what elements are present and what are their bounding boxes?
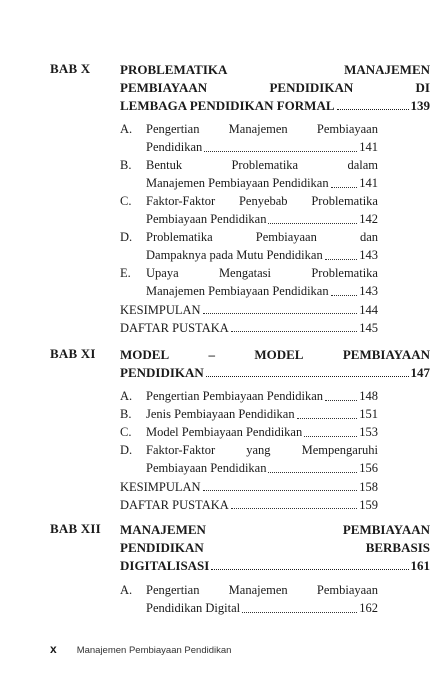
bab-xii-entries bbox=[120, 581, 378, 617]
chapter-title: MODEL – MODEL PEMBIAYAAN PENDIDIKAN 147 bbox=[120, 347, 430, 380]
bab-xi-entries bbox=[120, 387, 378, 513]
entry-page-number: 153 bbox=[359, 425, 378, 439]
entry-page-number: 141 bbox=[359, 176, 378, 190]
toc-entry[interactable]: B. Jenis Pembiayaan Pendidikan 151 bbox=[120, 407, 378, 421]
toc-entry[interactable]: B. Bentuk Problematika dalam Manajemen Pembiayaan Pendidikan 141 bbox=[120, 158, 378, 190]
chapter-page-number: 139 bbox=[410, 98, 430, 113]
entry-page-number: 156 bbox=[359, 461, 378, 475]
chapter-number: BAB XII bbox=[50, 521, 101, 536]
page-footer bbox=[50, 642, 231, 656]
entry-page-number: 148 bbox=[359, 389, 378, 403]
toc-entry-kesimpulan[interactable]: KESIMPULAN 158 bbox=[120, 480, 378, 494]
chapter-page-number: 147 bbox=[410, 365, 430, 380]
chapter-number: BAB X bbox=[50, 61, 91, 76]
footer-page-number: x bbox=[50, 642, 57, 656]
toc-entry[interactable]: C. Faktor-Faktor Penyebab Problematika Pembiayaan Pendidikan 142 bbox=[120, 194, 378, 226]
toc-entry-daftar-pustaka[interactable]: DAFTAR PUSTAKA 159 bbox=[120, 498, 378, 512]
toc-entry-kesimpulan[interactable]: KESIMPULAN 144 bbox=[120, 303, 378, 317]
chapter-number: BAB XI bbox=[50, 346, 96, 361]
chapter-page-number: 161 bbox=[410, 558, 430, 573]
toc-entry[interactable]: C. Model Pembiayaan Pendidikan 153 bbox=[120, 425, 378, 439]
footer-running-title: Manajemen Pembiayaan Pendidikan bbox=[76, 645, 232, 656]
chapter-title: PROBLEMATIKA MANAJEMEN PEMBIAYAAN PENDIDIKAN DI LEMBAGA PENDIDIKAN FORMAL 139 bbox=[120, 62, 430, 113]
toc-entry[interactable]: A. Pengertian Manajemen Pembiayaan Pendidikan 141 bbox=[120, 122, 378, 154]
toc-entry-daftar-pustaka[interactable]: DAFTAR PUSTAKA 145 bbox=[120, 321, 378, 335]
toc-entry[interactable]: E. Upaya Mengatasi Problematika Manajemen Pembiayaan Pendidikan 143 bbox=[120, 266, 378, 298]
bab-x-entries bbox=[120, 120, 378, 336]
toc-entry[interactable]: D. Problematika Pembiayaan dan Dampaknya pada Mutu Pendidikan 143 bbox=[120, 230, 378, 262]
entry-page-number: 151 bbox=[359, 407, 378, 421]
toc-entry[interactable]: A. Pengertian Pembiayaan Pendidikan 148 bbox=[120, 389, 378, 403]
entry-page-number: 143 bbox=[359, 248, 378, 262]
toc-entry[interactable]: A. Pengertian Manajemen Pembiayaan Pendidikan Digital 162 bbox=[120, 583, 378, 615]
entry-page-number: 141 bbox=[359, 140, 378, 154]
toc-entry[interactable]: D. Faktor-Faktor yang Mempengaruhi Pembiayaan Pendidikan 156 bbox=[120, 443, 378, 475]
entry-page-number: 162 bbox=[359, 601, 378, 615]
entry-page-number: 142 bbox=[359, 212, 378, 226]
entry-page-number: 143 bbox=[359, 284, 378, 298]
chapter-title: MANAJEMEN PEMBIAYAAN PENDIDIKAN BERBASIS DIGITALISASI 161 bbox=[120, 522, 430, 573]
